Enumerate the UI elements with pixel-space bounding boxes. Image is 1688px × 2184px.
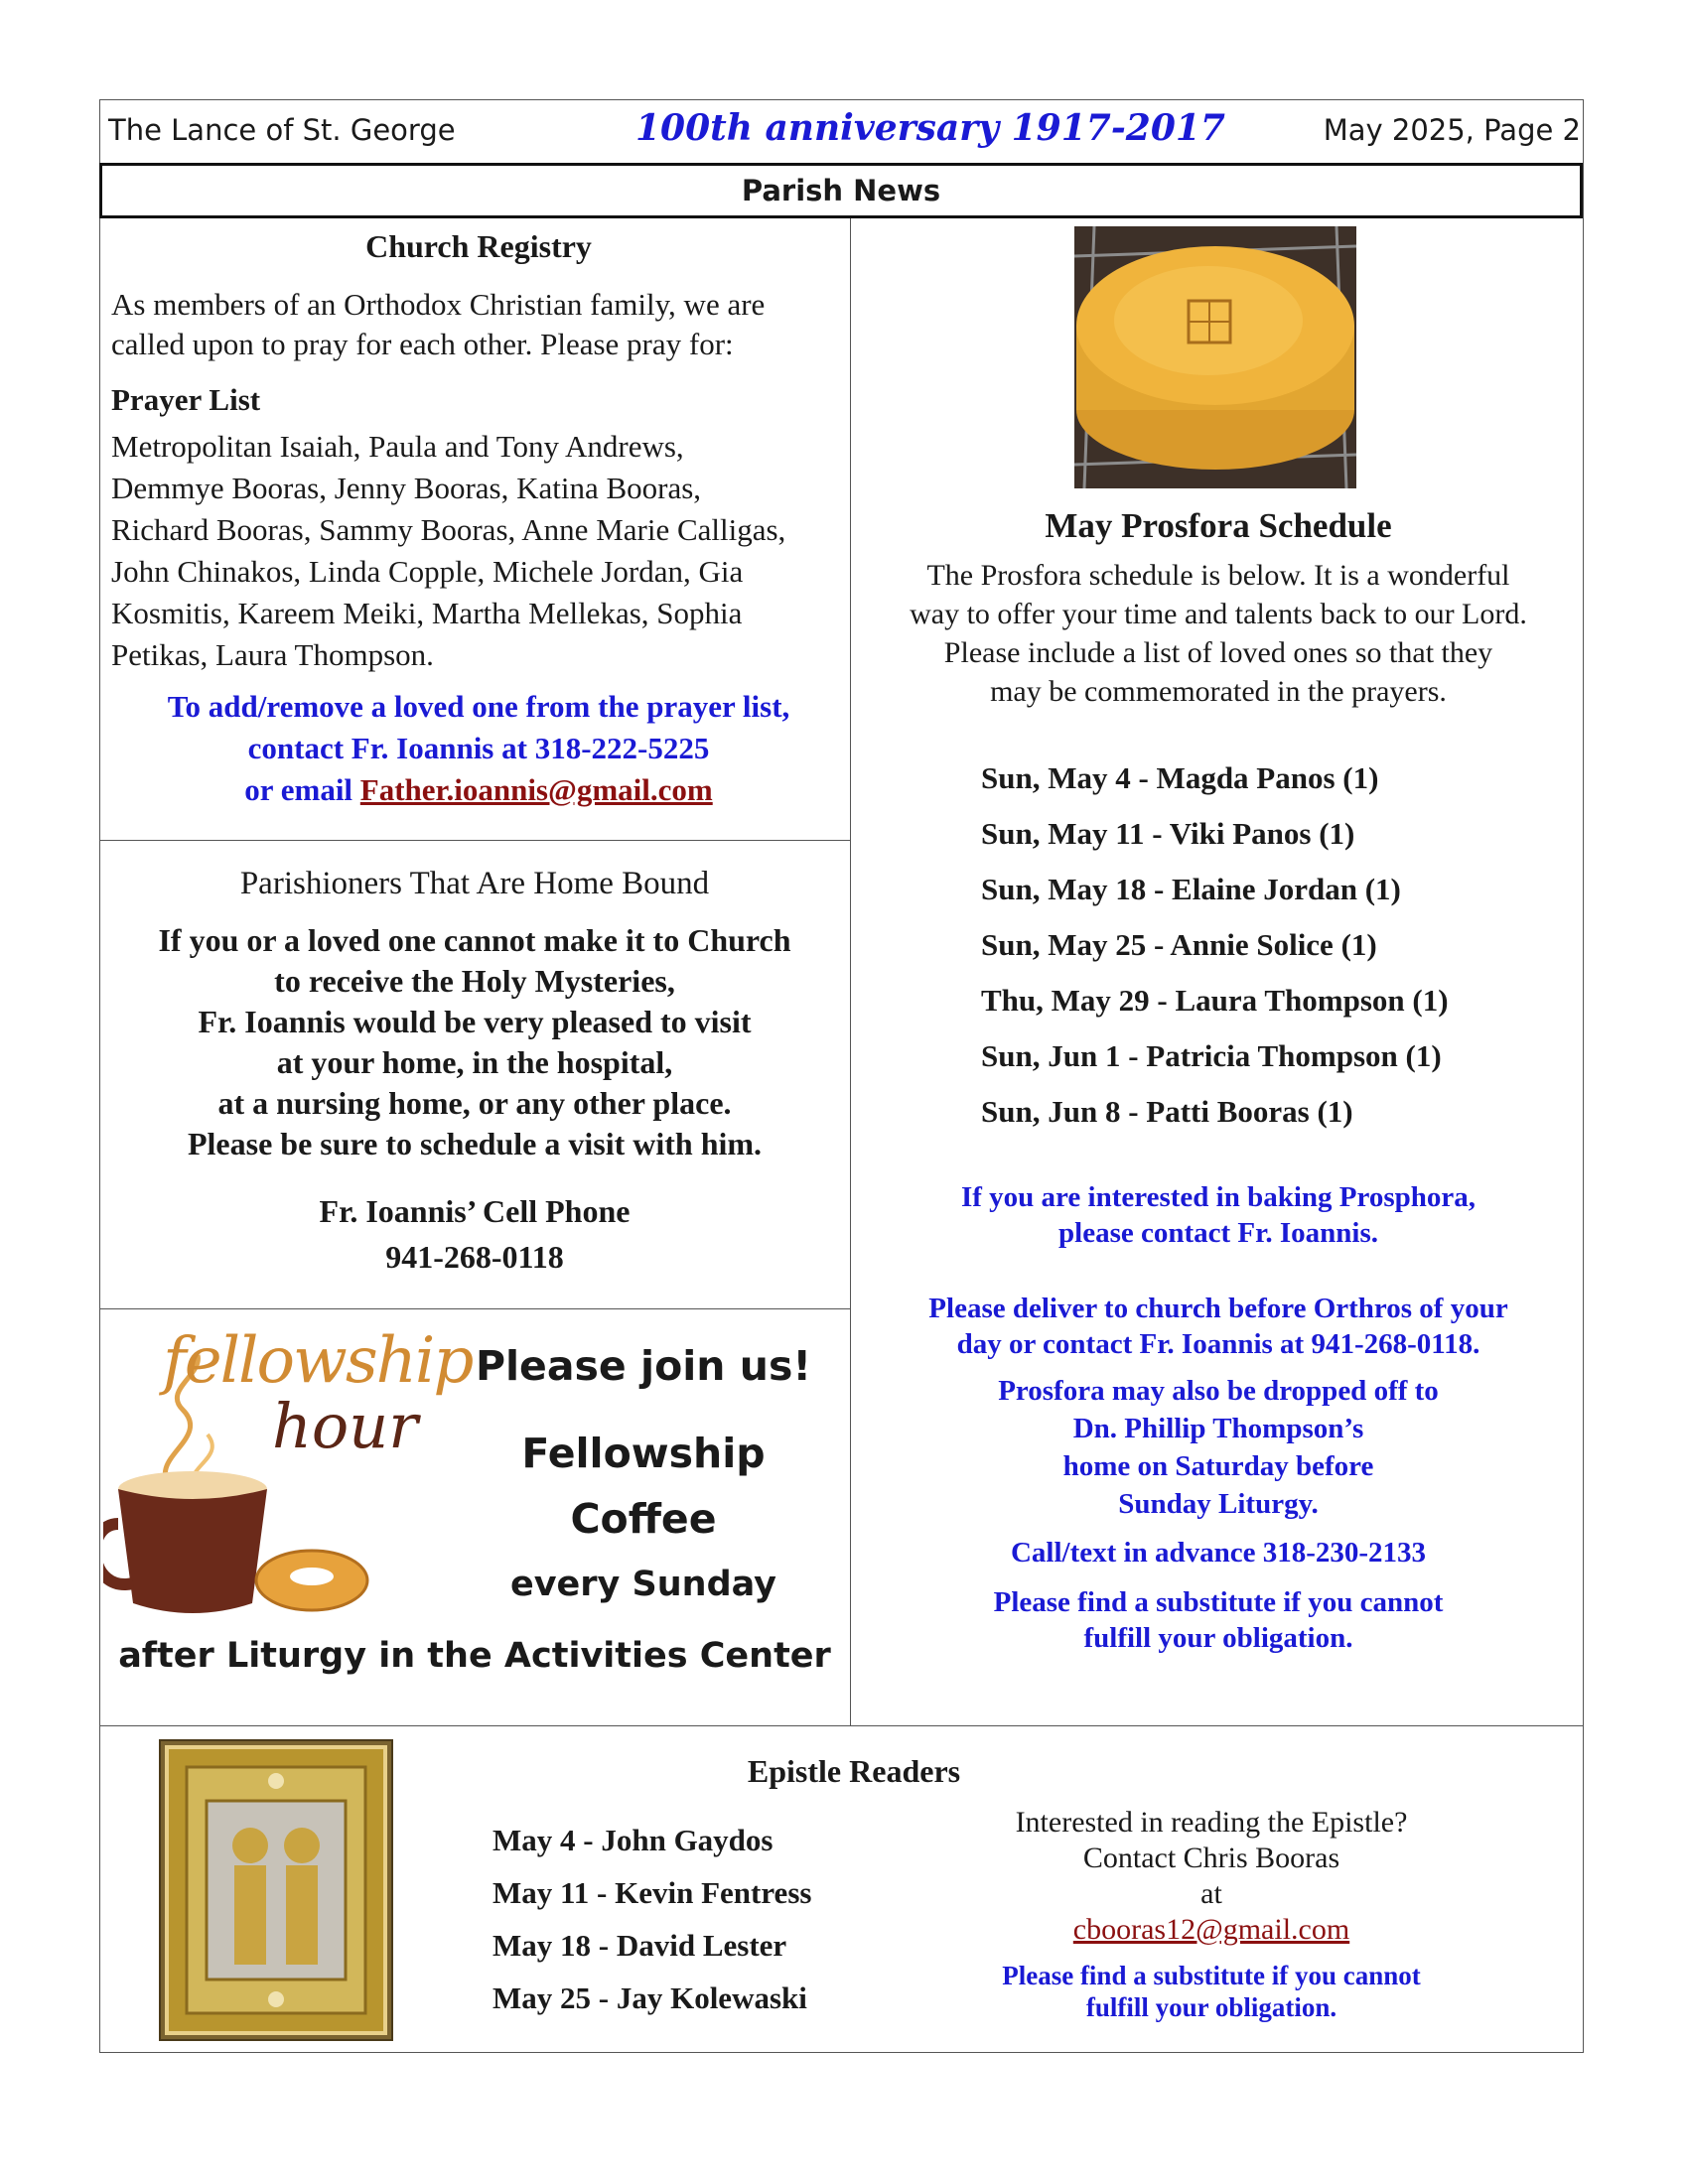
registry-divider (99, 840, 850, 841)
prosfora-title: May Prosfora Schedule (1045, 506, 1392, 545)
column-divider (850, 218, 851, 1725)
prayer-name-line: Metropolitan Isaiah, Paula and Tony Andrews, (111, 429, 684, 464)
prosfora-bread-icon (1074, 226, 1356, 488)
homebound-line: Please be sure to schedule a visit with him. (187, 1126, 763, 1161)
drop-line-4: Sunday Liturgy. (1118, 1488, 1319, 1520)
prosfora-intro-line: Please include a list of loved ones so that they (943, 636, 1493, 669)
prayer-name-line: John Chinakos, Linda Copple, Michele Jordan, Gia (111, 554, 744, 589)
section-banner: Parish News (99, 163, 1583, 218)
homebound-line: to receive the Holy Mysteries, (274, 963, 675, 999)
prayer-contact-2: contact Fr. Ioannis at 318-222-5225 (247, 731, 710, 765)
issue-label: May 2025, Page 2 (1323, 113, 1581, 147)
schedule-item: Sun, May 25 - Annie Solice (1) (981, 927, 1377, 962)
prayer-list-heading: Prayer List (111, 382, 261, 417)
epistle-substitute-2: fulfill your obligation. (1085, 1992, 1337, 2022)
prosfora-intro-line: way to offer your time and talents back to our Lord. (910, 598, 1527, 630)
deliver-line-2: day or contact Fr. Ioannis at 941-268-0118. (956, 1328, 1480, 1360)
substitute-line-1: Please find a substitute if you cannot (993, 1586, 1444, 1618)
schedule-item: Sun, May 11 - Viki Panos (1) (981, 816, 1355, 851)
epistle-divider (99, 1725, 1583, 1726)
prayer-name-line: Richard Booras, Sammy Booras, Anne Marie Calligas, (111, 512, 786, 547)
epistle-contact (953, 1805, 1470, 2023)
homebound-line: at a nursing home, or any other place. (217, 1085, 732, 1121)
gospel-book-icon (161, 1741, 391, 2039)
drop-line-2: Dn. Phillip Thompson’s (1072, 1413, 1364, 1444)
reader-item: May 25 - Jay Kolewaski (492, 1980, 807, 2015)
anniversary-title: 100th anniversary 1917-2017 (635, 107, 1225, 149)
epistle-title: Epistle Readers (747, 1753, 961, 1789)
fellowship-line-2: Coffee (570, 1495, 717, 1543)
drop-line-3: home on Saturday before (1062, 1450, 1374, 1482)
fellowship-line-1: Fellowship (521, 1430, 766, 1477)
drop-line-1: Prosfora may also be dropped off to (998, 1375, 1439, 1407)
reader-item: May 18 - David Lester (492, 1928, 787, 1963)
epistle-interest-3: at (1200, 1877, 1222, 1910)
prosfora-section (854, 506, 1583, 711)
deliver-line-1: Please deliver to church before Orthros of your (928, 1293, 1508, 1324)
fellowship-line-3: every Sunday (509, 1565, 776, 1604)
hour-logo-word: hour (272, 1390, 418, 1462)
registry-intro-2: called upon to pray for each other. Please pray for: (111, 327, 734, 361)
epistle-interest-2: Contact Chris Booras (1082, 1842, 1340, 1874)
homebound-divider (99, 1308, 850, 1309)
cell-phone-label: Fr. Ioannis’ Cell Phone (319, 1193, 631, 1229)
homebound-title: Parishioners That Are Home Bound (239, 866, 710, 901)
gospel-book-image (159, 1739, 393, 2041)
prosfora-intro-line: may be commemorated in the prayers. (990, 675, 1447, 708)
schedule-item: Sun, May 18 - Elaine Jordan (1) (981, 872, 1401, 906)
schedule-item: Sun, Jun 8 - Patti Booras (1) (981, 1094, 1353, 1129)
prosfora-notes (854, 1179, 1583, 1656)
prayer-contact-prefix: or email (244, 772, 360, 807)
fellowship-logo-word: fellowship (163, 1324, 473, 1398)
prosfora-bread-image (1074, 226, 1356, 488)
schedule-item: Sun, May 4 - Magda Panos (1) (981, 760, 1379, 795)
homebound-line: If you or a loved one cannot make it to Church (158, 922, 791, 958)
homebound-line: at your home, in the hospital, (276, 1044, 673, 1080)
reader-item: May 4 - John Gaydos (492, 1823, 774, 1857)
registry-intro-1: As members of an Orthodox Christian family, we are (111, 287, 766, 322)
prayer-contact-3 (111, 769, 846, 811)
reader-item: May 11 - Kevin Fentress (492, 1875, 812, 1910)
prayer-name-line: Demmye Booras, Jenny Booras, Katina Booras, (111, 471, 702, 505)
church-registry (111, 228, 846, 811)
schedule-item: Thu, May 29 - Laura Thompson (1) (981, 983, 1449, 1018)
substitute-line-2: fulfill your obligation. (1083, 1622, 1353, 1654)
prayer-contact-1: To add/remove a loved one from the prayer list, (167, 689, 790, 724)
call-text-line: Call/text in advance 318-230-2133 (1010, 1537, 1427, 1569)
fellowship-hour-logo (103, 1320, 473, 1628)
epistle-interest-1: Interested in reading the Epistle? (1015, 1806, 1408, 1839)
prayer-email-link[interactable]: Father.ioannis@gmail.com (359, 772, 713, 807)
epistle-readers-list (492, 1823, 910, 2033)
interest-line-1: If you are interested in baking Prosphora, (960, 1181, 1477, 1213)
epistle-email-link[interactable]: cbooras12@gmail.com (1072, 1913, 1350, 1946)
prosfora-intro-line: The Prosfora schedule is below. It is a wonderful (926, 559, 1510, 592)
interest-line-2: please contact Fr. Ioannis. (1058, 1217, 1378, 1249)
top-rule (99, 99, 1583, 100)
homebound-section (103, 866, 846, 1280)
cell-phone-number: 941-268-0118 (385, 1239, 564, 1275)
left-rule (99, 99, 100, 2053)
right-rule (1583, 99, 1584, 2053)
schedule-item: Sun, Jun 1 - Patricia Thompson (1) (981, 1038, 1442, 1073)
prayer-name-line: Kosmitis, Kareem Meiki, Martha Mellekas, Sophia (111, 596, 743, 630)
join-us-heading: Please join us! (475, 1342, 812, 1390)
epistle-substitute-1: Please find a substitute if you cannot (1002, 1961, 1421, 1990)
publication-title: The Lance of St. George (108, 113, 456, 147)
fellowship-location: after Liturgy in the Activities Center (118, 1636, 831, 1676)
prosfora-schedule-list (981, 760, 1557, 1150)
prayer-name-line: Petikas, Laura Thompson. (111, 637, 434, 672)
homebound-line: Fr. Ioannis would be very pleased to visit (198, 1004, 752, 1039)
bottom-rule (99, 2052, 1583, 2053)
registry-title: Church Registry (365, 228, 592, 264)
